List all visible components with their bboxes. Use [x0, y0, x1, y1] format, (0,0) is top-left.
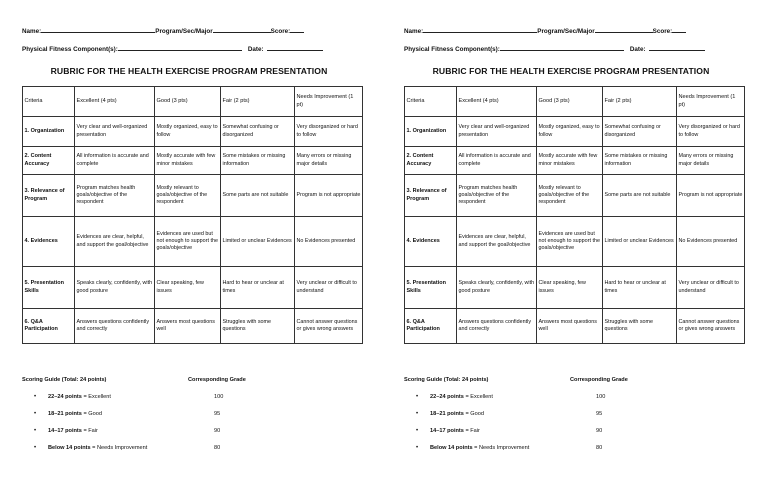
fair-cell: Hard to hear or unclear at times: [221, 267, 295, 309]
bullet-icon: •: [34, 428, 37, 434]
good-cell: Mostly accurate with few minor mistakes: [537, 147, 603, 175]
criteria-cell: 6. Q&A Participation: [405, 309, 457, 344]
points-label: = Fair: [81, 428, 98, 434]
needs-improvement-cell: No Evidences presented: [295, 217, 363, 267]
needs-improvement-cell: Cannot answer questions or gives wrong answers: [677, 309, 745, 344]
fair-cell: Struggles with some questions: [221, 309, 295, 344]
points-label: = Excellent: [463, 394, 493, 400]
excellent-cell: All information is accurate and complete: [457, 147, 537, 175]
column-header: Needs Improvement (1 pt): [295, 87, 363, 117]
criteria-cell: 3. Relevance of Program: [23, 175, 75, 217]
criteria-cell: 4. Evidences: [23, 217, 75, 267]
good-cell: Answers most questions well: [537, 309, 603, 344]
excellent-cell: Very clear and well-organized presentation: [75, 117, 155, 147]
good-cell: Evidences are used but not enough to support the goals/objective: [537, 217, 603, 267]
column-header: Excellent (4 pts): [457, 87, 537, 117]
date-label: Date:: [247, 46, 264, 53]
criteria-cell: 4. Evidences: [405, 217, 457, 267]
table-row: [23, 175, 363, 217]
column-header: Criteria: [23, 87, 75, 117]
header-row-component: [22, 44, 323, 53]
excellent-cell: Program matches health goals/objective of the respondent: [457, 175, 537, 217]
good-cell: Mostly relevant to goals/objective of the respondent: [155, 175, 221, 217]
fair-cell: Some mistakes or missing information: [221, 147, 295, 175]
grade-value: 90: [214, 428, 221, 434]
fair-cell: Some parts are not suitable: [221, 175, 295, 217]
excellent-cell: Speaks clearly, confidently, with good posture: [75, 267, 155, 309]
needs-improvement-cell: Program is not appropriate: [677, 175, 745, 217]
needs-improvement-cell: Cannot answer questions or gives wrong answers: [295, 309, 363, 344]
needs-improvement-cell: Very unclear or difficult to understand: [677, 267, 745, 309]
rubric-title: RUBRIC FOR THE HEALTH EXERCISE PROGRAM PRESENTATION: [432, 66, 710, 76]
name-label: Name:: [22, 28, 42, 35]
name-blank[interactable]: [41, 26, 155, 33]
points-range: 14–17 points: [48, 428, 82, 434]
criteria-cell: 1. Organization: [405, 117, 457, 147]
grade-value: 80: [214, 445, 221, 451]
bullet-icon: •: [34, 445, 37, 451]
program-label: Program/Sec/Major: [155, 28, 213, 35]
table-row: [23, 147, 363, 175]
fair-cell: Somewhat confusing or disorganized: [603, 117, 677, 147]
grade-value: 80: [596, 445, 603, 451]
points-range: Below 14 points: [48, 445, 91, 451]
excellent-cell: Speaks clearly, confidently, with good posture: [457, 267, 537, 309]
points-label: = Good: [81, 411, 102, 417]
table-row: [23, 267, 363, 309]
fair-cell: Limited or unclear Evidences: [603, 217, 677, 267]
criteria-cell: 5. Presentation Skills: [405, 267, 457, 309]
component-blank[interactable]: [118, 44, 242, 51]
table-row: [405, 147, 745, 175]
good-cell: Answers most questions well: [155, 309, 221, 344]
needs-improvement-cell: Many errors or missing major details: [677, 147, 745, 175]
table-header-row: [23, 87, 363, 117]
points-range: 18–21 points: [48, 411, 82, 417]
excellent-cell: Evidences are clear, helpful, and support the goal/objective: [75, 217, 155, 267]
good-cell: Mostly accurate with few minor mistakes: [155, 147, 221, 175]
table-row: [405, 175, 745, 217]
points-range: 22–24 points: [48, 394, 82, 400]
grade-value: 100: [596, 394, 606, 400]
score-label: Score:: [652, 28, 673, 35]
grade-value: 90: [596, 428, 603, 434]
criteria-cell: 1. Organization: [23, 117, 75, 147]
column-header: Needs Improvement (1 pt): [677, 87, 745, 117]
grade-column-title: Corresponding Grade: [188, 377, 246, 383]
fair-cell: Some parts are not suitable: [603, 175, 677, 217]
excellent-cell: Program matches health goals/objective of the respondent: [75, 175, 155, 217]
rubric-table: [22, 86, 363, 344]
bullet-icon: •: [416, 394, 419, 400]
needs-improvement-cell: Many errors or missing major details: [295, 147, 363, 175]
criteria-cell: 2. Content Accuracy: [23, 147, 75, 175]
score-blank[interactable]: [290, 26, 304, 33]
score-label: Score:: [270, 28, 291, 35]
date-blank[interactable]: [267, 44, 323, 51]
good-cell: Mostly relevant to goals/objective of the respondent: [537, 175, 603, 217]
criteria-cell: 6. Q&A Participation: [23, 309, 75, 344]
points-range: 18–21 points: [430, 411, 464, 417]
good-cell: Evidences are used but not enough to support the goals/objective: [155, 217, 221, 267]
needs-improvement-cell: Very disorganized or hard to follow: [677, 117, 745, 147]
column-header: Fair (2 pts): [603, 87, 677, 117]
rubric-table: [404, 86, 745, 344]
bullet-icon: •: [416, 411, 419, 417]
points-label: = Good: [463, 411, 484, 417]
needs-improvement-cell: Very disorganized or hard to follow: [295, 117, 363, 147]
component-label: Physical Fitness Component(s):: [404, 46, 500, 53]
program-blank[interactable]: [595, 26, 653, 33]
table-row: [405, 309, 745, 344]
fair-cell: Limited or unclear Evidences: [221, 217, 295, 267]
bullet-icon: •: [416, 445, 419, 451]
points-label: = Needs Improvement: [472, 445, 530, 451]
rubric-sheet-left: [8, 0, 370, 503]
grade-value: 95: [214, 411, 221, 417]
fair-cell: Somewhat confusing or disorganized: [221, 117, 295, 147]
bullet-icon: •: [34, 411, 37, 417]
fair-cell: Struggles with some questions: [603, 309, 677, 344]
header-row-name: [404, 26, 686, 35]
criteria-cell: 2. Content Accuracy: [405, 147, 457, 175]
score-blank[interactable]: [672, 26, 686, 33]
good-cell: Clear speaking, few issues: [155, 267, 221, 309]
points-label: = Needs Improvement: [90, 445, 148, 451]
good-cell: Mostly organized, easy to follow: [155, 117, 221, 147]
needs-improvement-cell: Very unclear or difficult to understand: [295, 267, 363, 309]
fair-cell: Hard to hear or unclear at times: [603, 267, 677, 309]
points-range: Below 14 points: [430, 445, 473, 451]
grade-column-title: Corresponding Grade: [570, 377, 628, 383]
excellent-cell: Very clear and well-organized presentation: [457, 117, 537, 147]
points-label: = Fair: [463, 428, 480, 434]
table-row: [405, 267, 745, 309]
column-header: Fair (2 pts): [221, 87, 295, 117]
column-header: Criteria: [405, 87, 457, 117]
table-row: [23, 117, 363, 147]
name-blank[interactable]: [423, 26, 537, 33]
name-label: Name:: [404, 28, 424, 35]
column-header: Excellent (4 pts): [75, 87, 155, 117]
grade-value: 100: [214, 394, 224, 400]
rubric-title: RUBRIC FOR THE HEALTH EXERCISE PROGRAM PRESENTATION: [50, 66, 328, 76]
criteria-cell: 3. Relevance of Program: [405, 175, 457, 217]
points-label: = Excellent: [81, 394, 111, 400]
table-row: [23, 309, 363, 344]
component-label: Physical Fitness Component(s):: [22, 46, 118, 53]
criteria-cell: 5. Presentation Skills: [23, 267, 75, 309]
date-label: Date:: [629, 46, 646, 53]
bullet-icon: •: [416, 428, 419, 434]
rubric-sheet-right: [390, 0, 752, 503]
table-row: [405, 117, 745, 147]
needs-improvement-cell: No Evidences presented: [677, 217, 745, 267]
table-row: [405, 217, 745, 267]
program-label: Program/Sec/Major: [537, 28, 595, 35]
header-row-name: [22, 26, 304, 35]
table-row: [23, 217, 363, 267]
column-header: Good (3 pts): [155, 87, 221, 117]
column-header: Good (3 pts): [537, 87, 603, 117]
component-blank[interactable]: [500, 44, 624, 51]
good-cell: Mostly organized, easy to follow: [537, 117, 603, 147]
scoring-guide-title: Scoring Guide (Total: 24 points): [404, 377, 489, 383]
excellent-cell: Answers questions confidently and correctly: [75, 309, 155, 344]
bullet-icon: •: [34, 394, 37, 400]
grade-value: 95: [596, 411, 603, 417]
program-blank[interactable]: [213, 26, 271, 33]
needs-improvement-cell: Program is not appropriate: [295, 175, 363, 217]
fair-cell: Some mistakes or missing information: [603, 147, 677, 175]
good-cell: Clear speaking, few issues: [537, 267, 603, 309]
excellent-cell: Answers questions confidently and correctly: [457, 309, 537, 344]
table-header-row: [405, 87, 745, 117]
excellent-cell: Evidences are clear, helpful, and support the goal/objective: [457, 217, 537, 267]
date-blank[interactable]: [649, 44, 705, 51]
points-range: 22–24 points: [430, 394, 464, 400]
excellent-cell: All information is accurate and complete: [75, 147, 155, 175]
scoring-guide-title: Scoring Guide (Total: 24 points): [22, 377, 107, 383]
header-row-component: [404, 44, 705, 53]
points-range: 14–17 points: [430, 428, 464, 434]
